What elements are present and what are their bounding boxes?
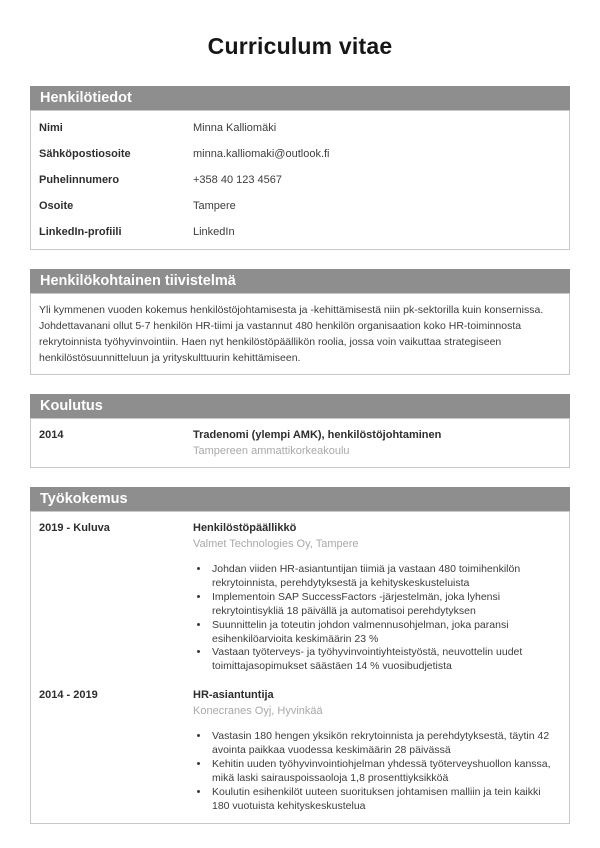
experience-bullet: • Johdan viiden HR-asiantuntijan tiimiä ja vastaan 480 toimihenkilön rekrytoinnista, perehdytyksestä ja kehityskeskusteluista (210, 563, 561, 591)
info-value-name: Minna Kalliomäki (193, 122, 277, 134)
education-entry-body (193, 428, 561, 458)
section-heading-summary: Henkilökohtainen tiivistelmä (30, 269, 570, 293)
info-row-email (39, 141, 561, 167)
section-heading-experience: Työkokemus (30, 487, 570, 511)
info-label-name: Nimi (39, 122, 63, 134)
experience-bullet: • Kehitin uuden työhyvinvointiohjelman yhdessä työterveyshuollon kanssa, mikä laski sairauspoissaoloja 1,8 prosenttiyksikköä (210, 758, 561, 786)
info-value-address: Tampere (193, 200, 236, 212)
education-degree-title: Tradenomi (ylempi AMK), henkilöstöjohtaminen (193, 429, 442, 441)
summary-box (30, 293, 570, 375)
experience-bullet-list-current (193, 563, 561, 674)
section-experience (30, 487, 570, 824)
experience-bullet: • Implementoin SAP SuccessFactors -järjestelmän, joka lyhensi rekrytointisykliä 18 päivällä ja automatisoi perehdytyksen (210, 591, 561, 619)
info-label-phone: Puhelinnumero (39, 174, 120, 186)
education-box (30, 418, 570, 468)
info-label-email: Sähköpostiosoite (39, 148, 131, 160)
experience-bullet: • Koulutin esihenkilöt uuteen suorituksen johtamisen malliin ja tein kaikki 180 vuotuista kehityskeskustelua (210, 786, 561, 814)
info-row-address (39, 193, 561, 219)
experience-job-title-previous: HR-asiantuntija (193, 689, 274, 702)
experience-bullet: • Vastaan työterveys- ja työhyvinvointiyhteistyöstä, neuvottelin uudet toimittajasopimukset säästäen 14 % vuosibudjetista (210, 646, 561, 674)
experience-box (30, 511, 570, 824)
experience-period-previous: 2014 - 2019 (39, 689, 98, 702)
info-label-linkedin: LinkedIn-profiili (39, 226, 122, 238)
summary-text: Yli kymmenen vuoden kokemus henkilöstöjohtamisesta ja -kehittämisestä niin pk-sektorilla kuin konsernissa. Johdettavanani ollut 5-7 henkilön HR-tiimi ja vastannut 480 henkilön organisaation koko HR-toiminnosta rekrytoinnista työhyvinvointiin. Haen nyt henkilöstöpäällikön roolia, jossa voin vaikuttaa strategiseen henkilöstösuunnitteluun ja yrityskulttuurin kehittämiseen. (39, 304, 544, 364)
education-period: 2014 (39, 429, 64, 441)
experience-entry-current (39, 521, 561, 674)
info-row-name (39, 115, 561, 141)
experience-company-previous: Konecranes Oyj, Hyvinkää (193, 705, 323, 718)
section-personal-info (30, 86, 570, 250)
personal-info-box (30, 110, 570, 250)
info-value-email: minna.kalliomaki@outlook.fi (193, 148, 330, 160)
info-label-address: Osoite (39, 200, 74, 212)
info-row-linkedin (39, 219, 561, 245)
education-institution: Tampereen ammattikorkeakoulu (193, 445, 350, 457)
experience-job-title-current: Henkilöstöpäällikkö (193, 522, 297, 534)
experience-period-current: 2019 - Kuluva (39, 522, 110, 534)
experience-entry-body-previous (193, 688, 561, 813)
section-education (30, 394, 570, 468)
section-heading-education: Koulutus (30, 394, 570, 418)
linkedin-profile-link[interactable]: LinkedIn (193, 226, 235, 238)
section-summary (30, 269, 570, 375)
experience-bullet-list-previous (193, 730, 561, 813)
experience-company-current: Valmet Technologies Oy, Tampere (193, 538, 359, 550)
experience-bullet: • Vastasin 180 hengen yksikön rekrytoinnista ja perehdytyksestä, täytin 42 avointa paikkaa vuodessa keskimäärin 28 päivässä (210, 730, 561, 758)
section-heading-personal: Henkilötiedot (30, 86, 570, 110)
experience-entry-previous (39, 688, 561, 813)
info-value-phone: +358 40 123 4567 (193, 174, 283, 186)
experience-bullet: • Suunnittelin ja toteutin johdon valmennusohjelman, joka paransi esihenkilöarvioita keskimäärin 23 % (210, 619, 561, 647)
education-entry (39, 428, 561, 458)
info-row-phone (39, 167, 561, 193)
page-title: Curriculum vitae (207, 33, 393, 59)
experience-entry-body-current (193, 521, 561, 674)
